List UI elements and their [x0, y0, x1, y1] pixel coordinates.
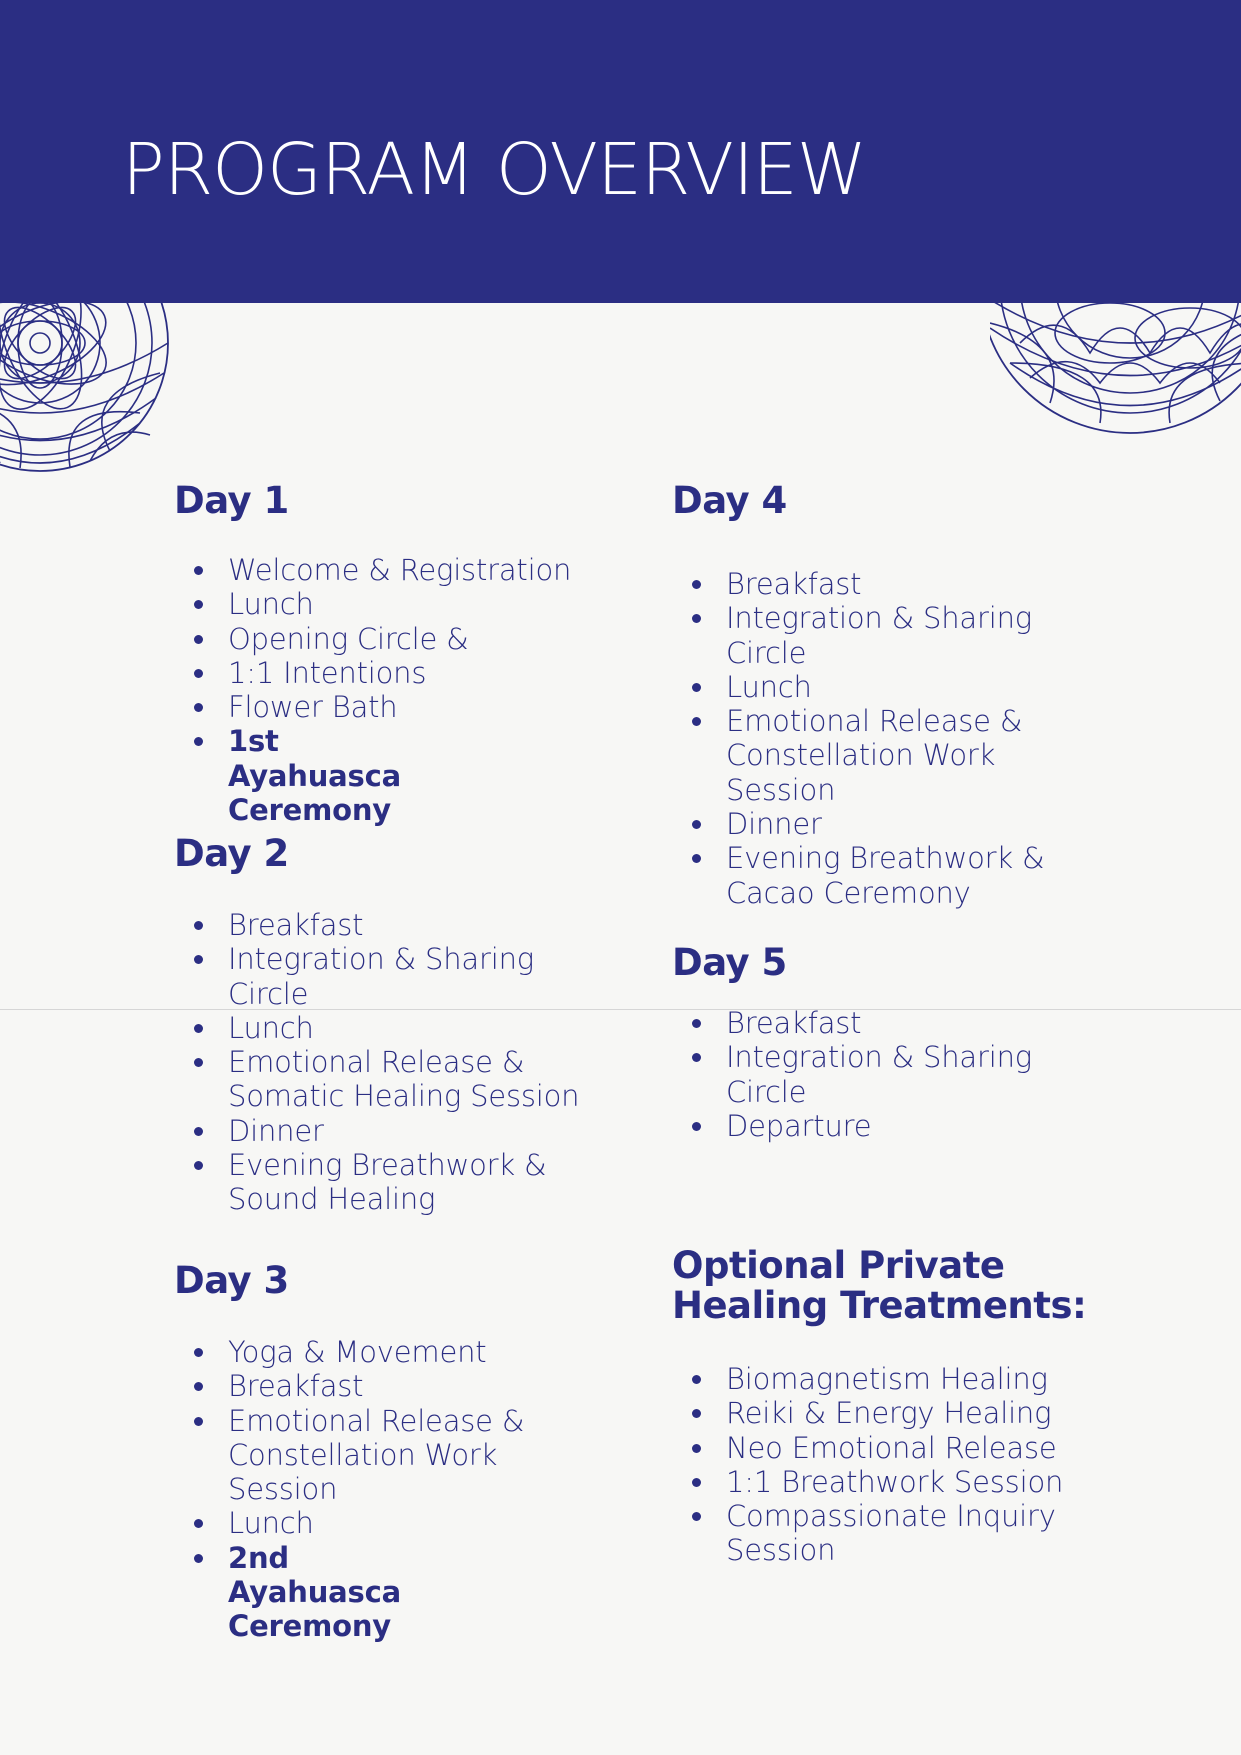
day-1-heading: Day 1: [174, 479, 289, 522]
day-5-section: [672, 942, 1092, 1143]
list-item: Neo Emotional Release: [672, 1431, 1092, 1465]
day-5-list: [672, 1006, 1092, 1143]
day-4-heading: Day 4: [672, 479, 787, 522]
list-item: 1:1 Breathwork Session: [672, 1465, 1092, 1499]
day-4-section: [672, 480, 1092, 910]
list-item: Flower Bath: [174, 690, 604, 724]
list-item: Departure: [672, 1109, 1092, 1143]
list-item: Evening Breathwork & Cacao Ceremony: [672, 841, 1066, 910]
day-3-heading: Day 3: [174, 1259, 289, 1302]
list-item: Welcome & Registration: [174, 553, 604, 587]
day-3-list: [174, 1335, 604, 1644]
day-2-heading: Day 2: [174, 832, 289, 875]
list-item: Emotional Release & Constellation Work Session: [174, 1404, 548, 1507]
optional-treatments-section: [672, 1246, 1092, 1568]
day-1-list: [174, 553, 604, 827]
list-item: Breakfast: [174, 1369, 604, 1403]
list-item: Lunch: [174, 1011, 604, 1045]
list-item: 2nd Ayahuasca Ceremony: [174, 1541, 468, 1644]
list-item: Breakfast: [672, 1006, 1092, 1040]
heading-line-2: Healing Treatments:: [672, 1284, 1087, 1327]
list-item: Reiki & Energy Healing: [672, 1396, 1092, 1430]
list-item: Lunch: [174, 587, 604, 621]
list-item: Breakfast: [672, 567, 1092, 601]
list-item: Emotional Release & Constellation Work Session: [672, 704, 1046, 807]
list-item: Emotional Release & Somatic Healing Session: [174, 1045, 598, 1114]
list-item: Evening Breathwork & Sound Healing: [174, 1148, 568, 1217]
day-5-heading: Day 5: [672, 941, 787, 984]
page-title: PROGRAM OVERVIEW: [122, 128, 866, 211]
day-4-list: [672, 567, 1092, 910]
list-item: Compassionate Inquiry Session: [672, 1499, 1056, 1568]
list-item: Biomagnetism Healing: [672, 1362, 1092, 1396]
list-item: Integration & Sharing Circle: [672, 601, 1056, 670]
heading-line-1: Optional Private: [672, 1244, 1005, 1287]
list-item: Integration & Sharing Circle: [174, 942, 558, 1011]
optional-treatments-heading: [672, 1246, 1092, 1326]
day-3-section: [174, 1260, 604, 1644]
list-item: Dinner: [672, 807, 1092, 841]
mandala-right-decoration: [990, 303, 1241, 445]
list-item: Integration & Sharing Circle: [672, 1040, 1056, 1109]
list-item: 1:1 Intentions: [174, 656, 604, 690]
list-item: Breakfast: [174, 908, 604, 942]
day-2-section: [174, 833, 604, 1217]
day-1-section: [174, 480, 604, 827]
mandala-left-decoration: [0, 303, 170, 473]
list-item: Lunch: [174, 1506, 604, 1540]
optional-treatments-list: [672, 1362, 1092, 1568]
list-item: Dinner: [174, 1114, 604, 1148]
header-banner: [0, 0, 1241, 303]
list-item: Lunch: [672, 670, 1092, 704]
list-item: Opening Circle &: [174, 622, 604, 656]
list-item: Yoga & Movement: [174, 1335, 604, 1369]
list-item: 1st Ayahuasca Ceremony: [174, 724, 458, 827]
day-2-list: [174, 908, 604, 1217]
